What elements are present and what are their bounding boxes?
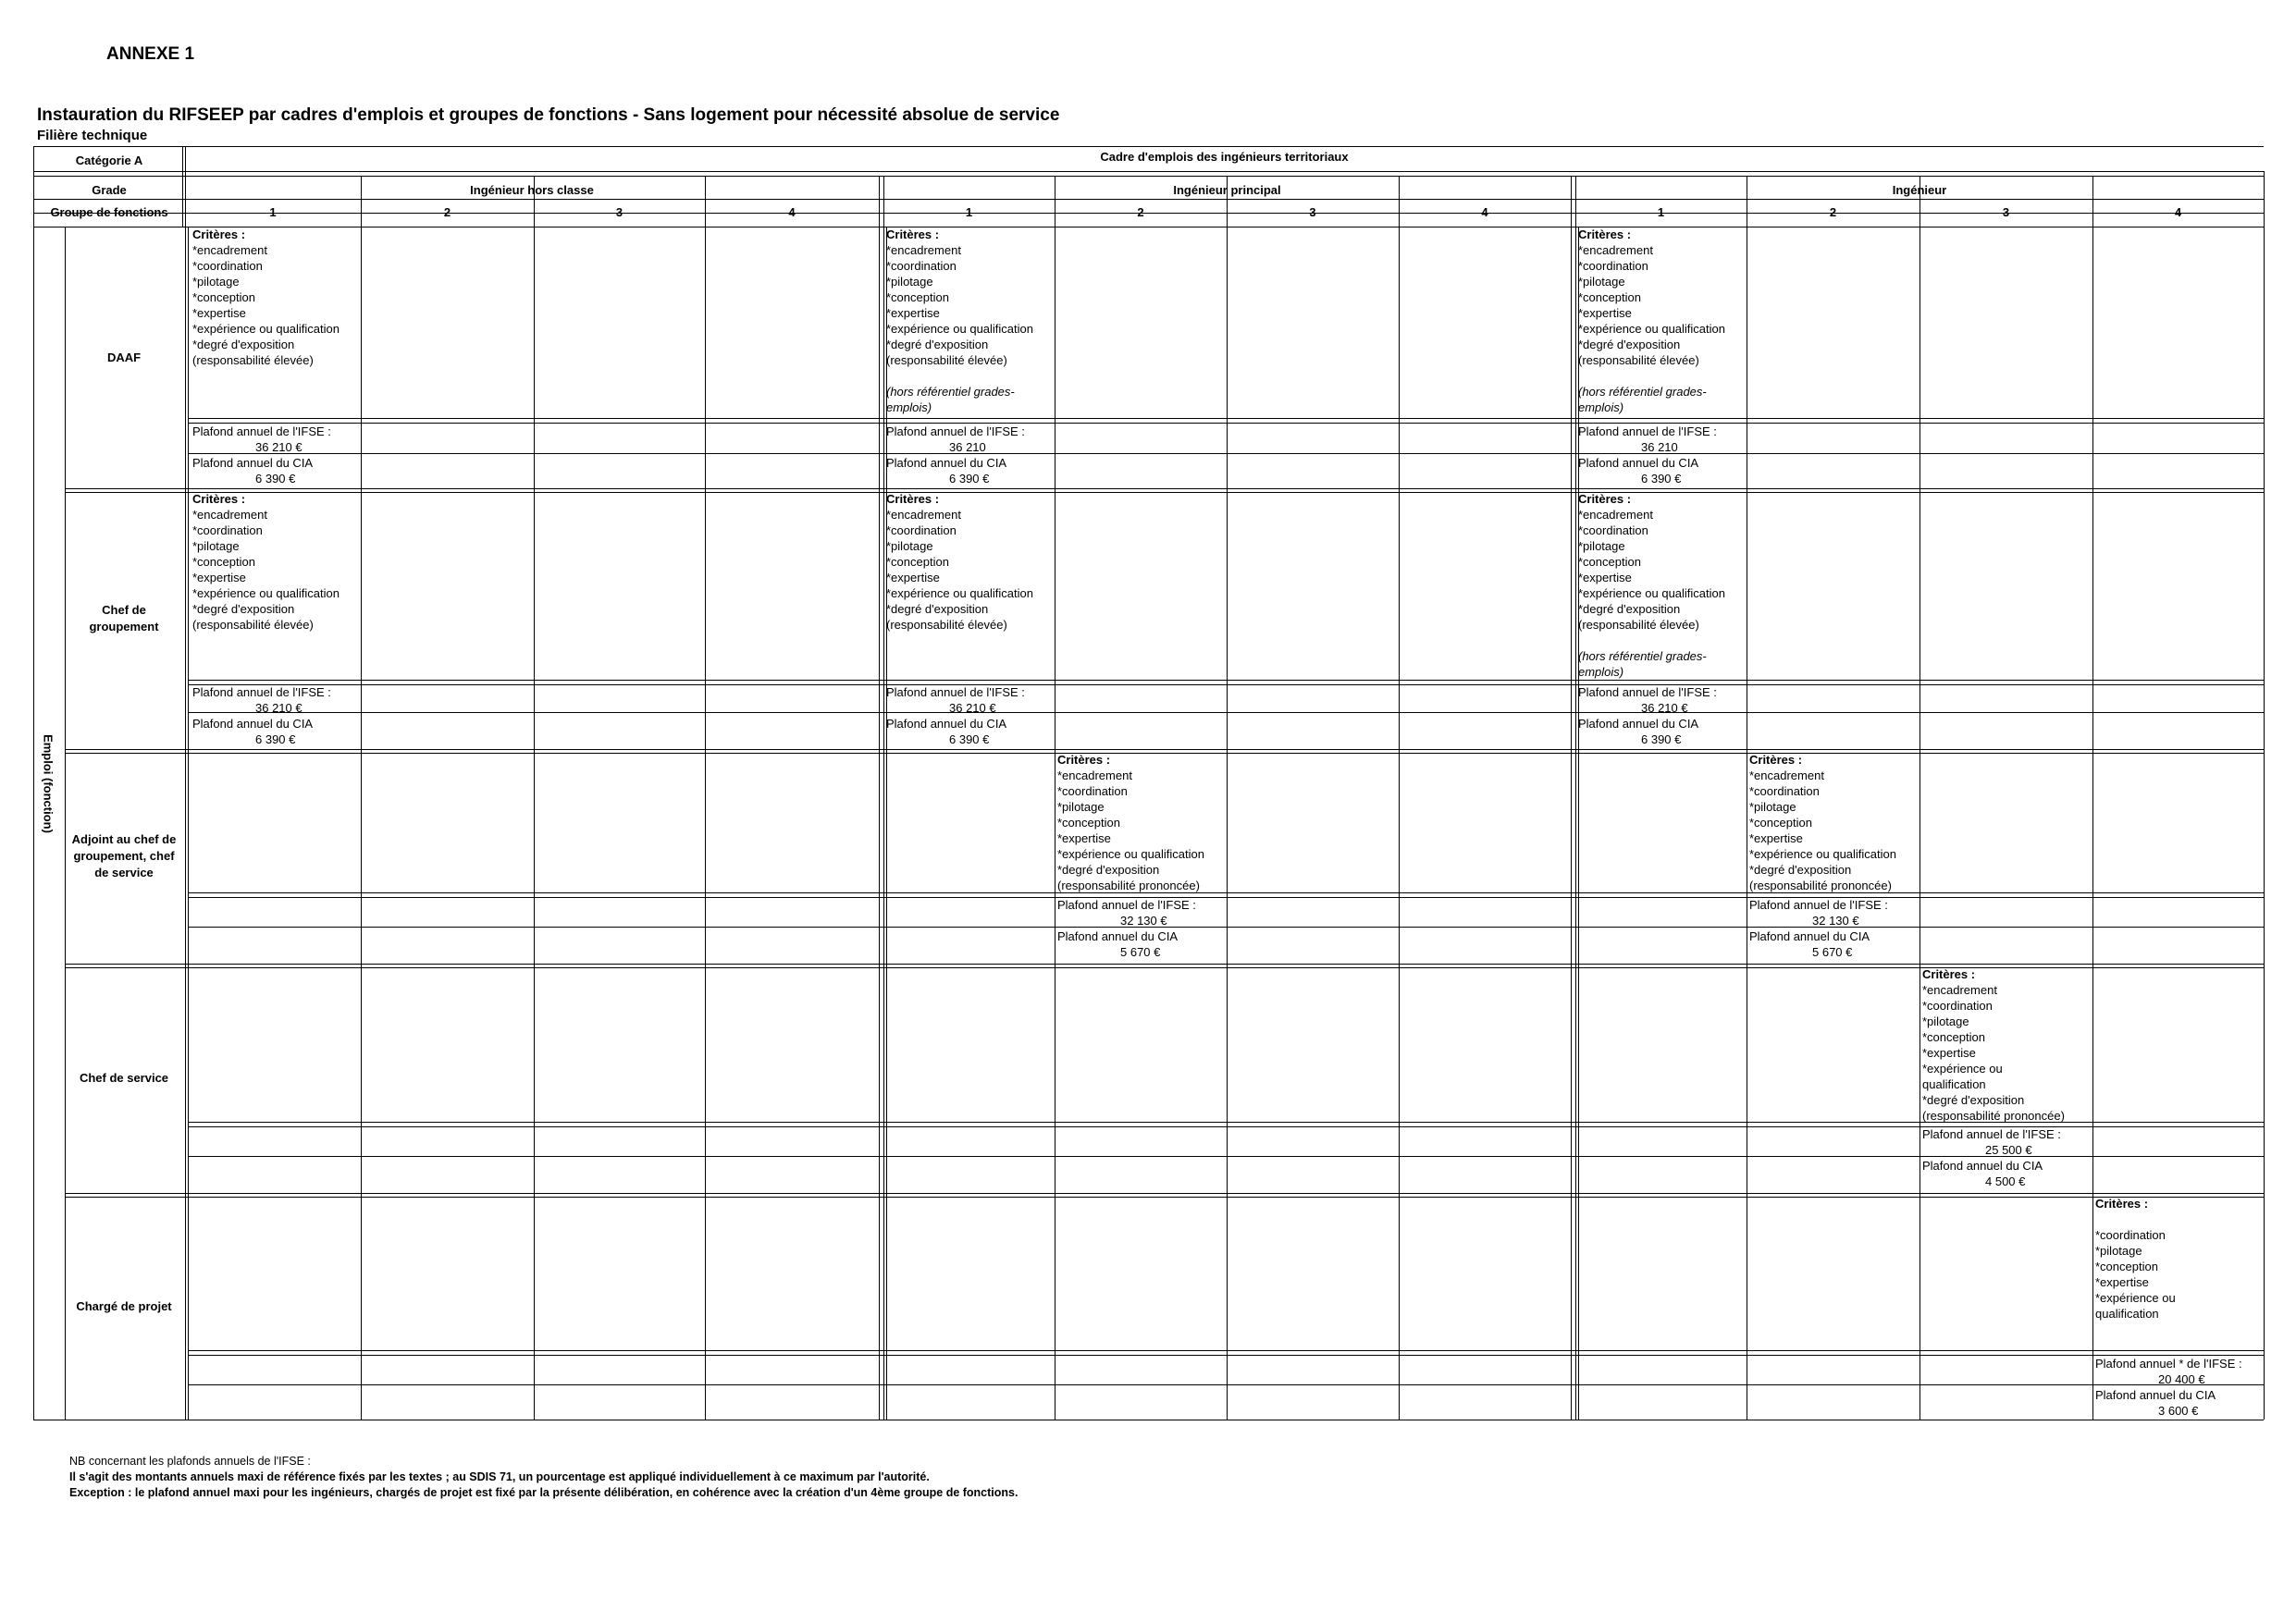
categorie-header: Catégorie A bbox=[75, 154, 143, 167]
groupe-number: 4 bbox=[788, 205, 796, 219]
ifse-plafond: Plafond annuel de l'IFSE : 36 210 € bbox=[192, 424, 331, 454]
filiere-label: Filière technique bbox=[37, 128, 148, 143]
row-label: Chef de service bbox=[79, 1071, 169, 1085]
groupe-label: Groupe de fonctions bbox=[50, 205, 168, 219]
criteria-cell: Critères : *encadrement *coordination *pilotage *conception *expertise *expérience ou qualification *degré d'exposition (responsabilité élevée) (hors référentiel grades-emplois) bbox=[886, 227, 1033, 414]
grade-header: Ingénieur principal bbox=[1173, 183, 1281, 197]
ifse-plafond: Plafond annuel de l'IFSE : 32 130 € bbox=[1749, 898, 1888, 928]
cia-plafond: Plafond annuel du CIA 6 390 € bbox=[1578, 717, 1699, 746]
criteria-cell: Critères : *encadrement *coordination *pilotage *conception *expertise *expérience ou qualification *degré d'exposition (responsabilité prononcée) bbox=[1922, 967, 2065, 1123]
groupe-number: 3 bbox=[1309, 205, 1316, 219]
cia-plafond: Plafond annuel du CIA 6 390 € bbox=[886, 456, 1007, 486]
groupe-number: 1 bbox=[965, 205, 973, 219]
cia-plafond: Plafond annuel du CIA 6 390 € bbox=[192, 456, 314, 486]
emploi-label: Emploi (fonction) bbox=[41, 734, 56, 833]
note-line-3: Exception : le plafond annuel maxi pour les ingénieurs, chargés de projet est fixé par la présente délibération, en cohérence avec la création d'un 4ème groupe de fonctions. bbox=[69, 1486, 1018, 1499]
note-line-1: NB concernant les plafonds annuels de l'IFSE : bbox=[69, 1455, 311, 1468]
row-label: Chargé de projet bbox=[76, 1299, 172, 1313]
cia-plafond: Plafond annuel du CIA 4 500 € bbox=[1922, 1159, 2043, 1188]
grade-header: Ingénieur hors classe bbox=[470, 183, 594, 197]
cia-plafond: Plafond annuel du CIA 5 670 € bbox=[1057, 929, 1179, 959]
page-title: Instauration du RIFSEEP par cadres d'emplois et groupes de fonctions - Sans logement pour nécessité absolue de service bbox=[37, 105, 1060, 125]
grade-header: Ingénieur bbox=[1892, 183, 1947, 197]
groupe-number: 2 bbox=[443, 205, 451, 219]
groupe-number: 4 bbox=[1481, 205, 1488, 219]
groupe-number: 3 bbox=[615, 205, 623, 219]
cadre-header: Cadre d'emplois des ingénieurs territoriaux bbox=[1100, 150, 1349, 164]
criteria-cell: Critères : *encadrement *coordination *pilotage *conception *expertise *expérience ou qualification *degré d'exposition (responsabilité élevée) (hors référentiel grades-emplois) bbox=[1578, 492, 1725, 679]
criteria-cell: Critères : *encadrement *coordination *pilotage *conception *expertise *expérience ou qualification *degré d'exposition (responsabilité élevée) bbox=[192, 492, 339, 632]
cia-plafond: Plafond annuel du CIA 6 390 € bbox=[1578, 456, 1699, 486]
criteria-cell: Critères : *encadrement *coordination *pilotage *conception *expertise *expérience ou qualification *degré d'exposition (responsabilité prononcée) bbox=[1057, 753, 1204, 892]
annex-title: ANNEXE 1 bbox=[106, 44, 195, 64]
groupe-number: 1 bbox=[269, 205, 277, 219]
note-line-2: Il s'agit des montants annuels maxi de référence fixés par les textes ; au SDIS 71, un pourcentage est appliqué individuellement à ce maximum par l'autorité. bbox=[69, 1470, 930, 1483]
ifse-plafond: Plafond annuel de l'IFSE : 25 500 € bbox=[1922, 1127, 2061, 1157]
cia-plafond: Plafond annuel du CIA 3 600 € bbox=[2095, 1388, 2216, 1418]
groupe-number: 1 bbox=[1657, 205, 1665, 219]
cia-plafond: Plafond annuel du CIA 6 390 € bbox=[886, 717, 1007, 746]
criteria-cell: Critères : *encadrement *coordination *pilotage *conception *expertise *expérience ou qualification *degré d'exposition (responsabilité élevée) (hors référentiel grades-emplois) bbox=[1578, 227, 1725, 414]
criteria-cell: Critères : *encadrement *coordination *pilotage *conception *expertise *expérience ou qualification *degré d'exposition (responsabilité élevée) bbox=[192, 227, 339, 367]
groupe-number: 3 bbox=[2002, 205, 2010, 219]
ifse-plafond: Plafond annuel * de l'IFSE : 20 400 € bbox=[2095, 1357, 2242, 1386]
row-label: Chef de groupement bbox=[89, 603, 159, 633]
row-label: DAAF bbox=[106, 350, 142, 364]
ifse-plafond: Plafond annuel de l'IFSE : 36 210 € bbox=[886, 685, 1025, 715]
ifse-plafond: Plafond annuel de l'IFSE : 32 130 € bbox=[1057, 898, 1196, 928]
ifse-plafond: Plafond annuel de l'IFSE : 36 210 € bbox=[1578, 685, 1717, 715]
row-label: Adjoint au chef de groupement, chef de service bbox=[71, 832, 177, 879]
ifse-plafond: Plafond annuel de l'IFSE : 36 210 bbox=[886, 424, 1025, 454]
criteria-cell: Critères : *encadrement *coordination *pilotage *conception *expertise *expérience ou qualification *degré d'exposition (responsabilité élevée) bbox=[886, 492, 1033, 632]
cia-plafond: Plafond annuel du CIA 5 670 € bbox=[1749, 929, 1870, 959]
ifse-plafond: Plafond annuel de l'IFSE : 36 210 bbox=[1578, 424, 1717, 454]
grade-label: Grade bbox=[92, 183, 127, 197]
criteria-cell: Critères : *coordination *pilotage *conception *expertise *expérience ou qualification bbox=[2095, 1197, 2176, 1321]
ifse-plafond: Plafond annuel de l'IFSE : 36 210 € bbox=[192, 685, 331, 715]
groupe-number: 2 bbox=[1137, 205, 1144, 219]
groupe-number: 2 bbox=[1829, 205, 1837, 219]
groupe-number: 4 bbox=[2174, 205, 2182, 219]
cia-plafond: Plafond annuel du CIA 6 390 € bbox=[192, 717, 314, 746]
criteria-cell: Critères : *encadrement *coordination *pilotage *conception *expertise *expérience ou qualification *degré d'exposition (responsabilité prononcée) bbox=[1749, 753, 1896, 892]
notes bbox=[69, 1454, 1018, 1501]
